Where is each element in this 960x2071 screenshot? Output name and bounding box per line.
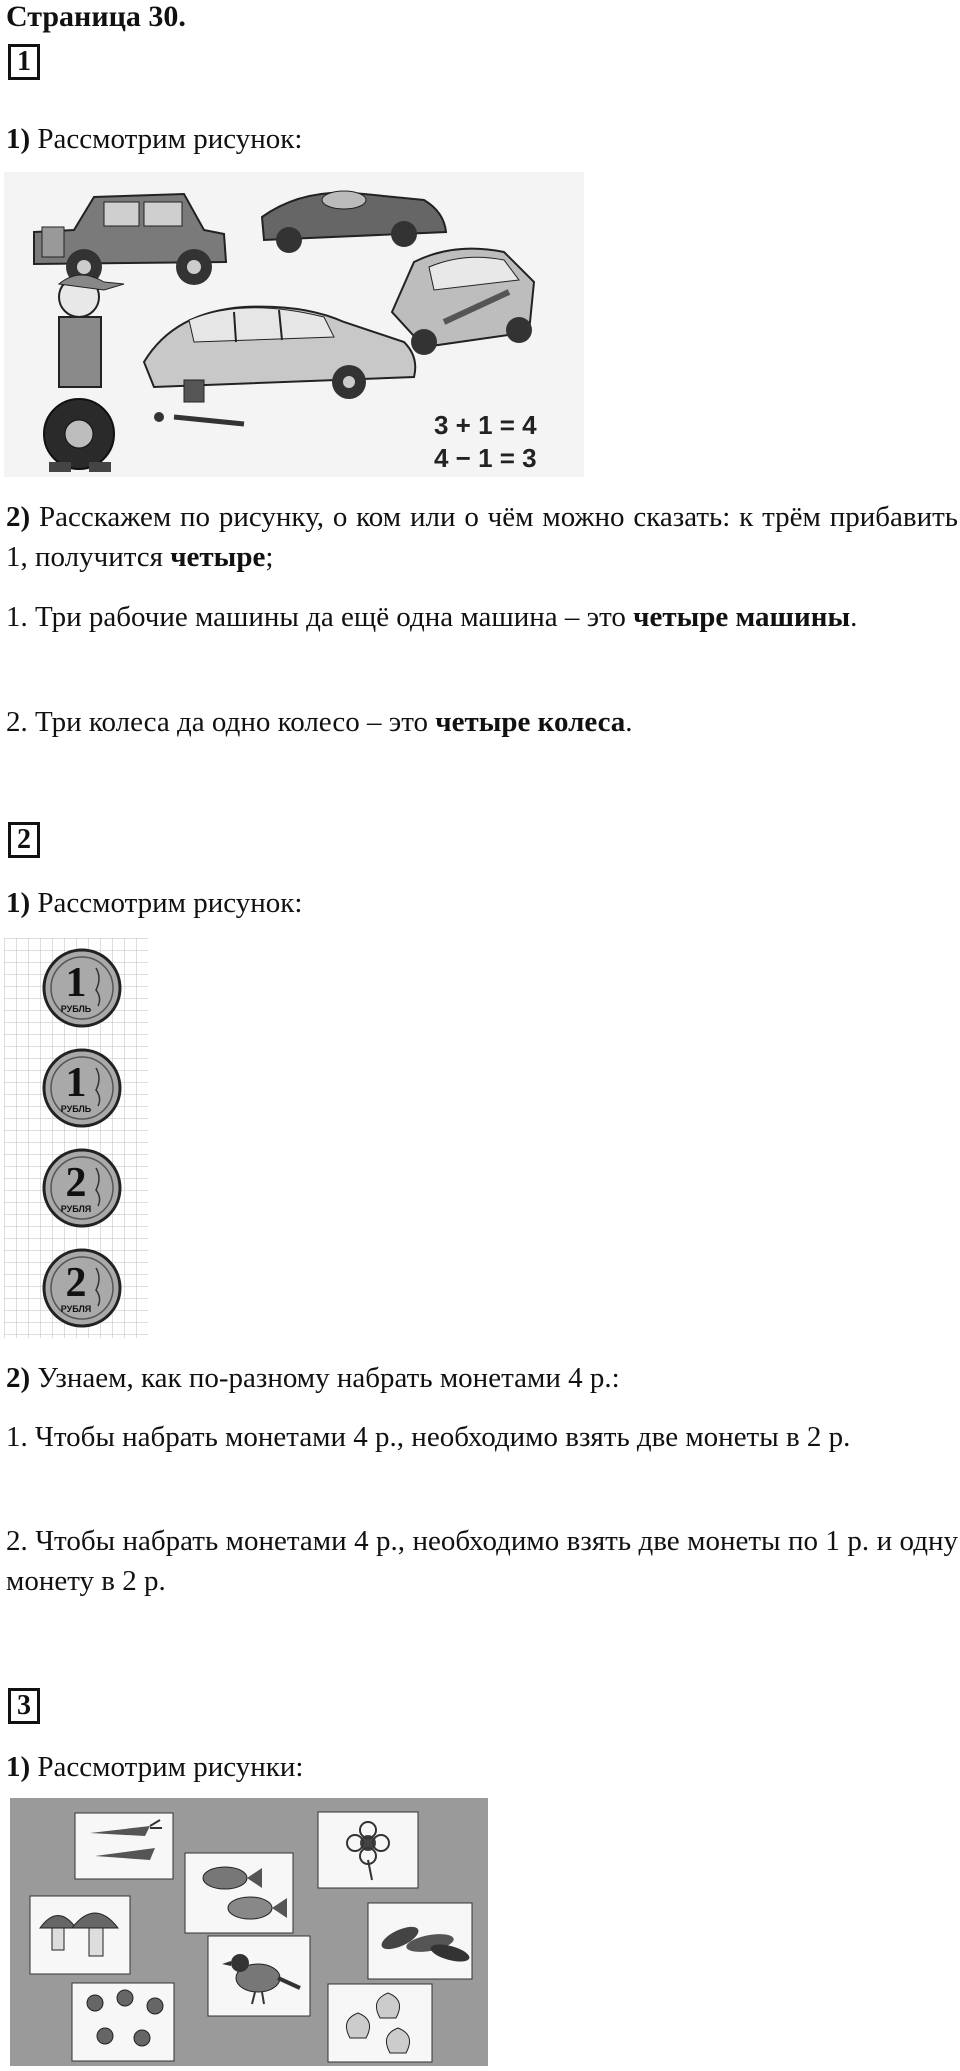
coin-label: РУБЛЬ [60,1004,92,1014]
coins-picture [4,938,148,1338]
task-2-item-2: 2. Чтобы набрать монетами 4 р., необходимо взять две монеты по 1 р. и одну монету в 2 р. [6,1525,958,1597]
step-number: 1) [6,1751,31,1783]
page-title: Страница 30. [6,0,186,33]
item-end: . [625,706,633,738]
task-1-item-2 [6,702,958,742]
step-number: 2) [6,501,31,533]
step-text: Рассмотрим рисунок: [37,123,303,155]
coin-value: 1 [65,1060,87,1106]
item-bold: четыре колеса [435,706,626,738]
apples-card [72,1983,174,2061]
item-text: 2. Три колеса да одно колесо – это [6,706,436,738]
mushrooms-card [30,1896,130,1974]
item-text: 1. Три рабочие машины да ещё одна машина – это [6,601,634,633]
step-number: 1) [6,123,31,155]
fish-card [185,1853,293,1933]
step-end: ; [265,541,274,573]
step-text: Рассмотрим рисунки: [37,1751,304,1783]
coin-label: РУБЛЬ [60,1104,92,1114]
task-1-step-1 [6,120,302,158]
task-2-step-2 [6,1359,620,1397]
coin-label: РУБЛЯ [60,1204,92,1214]
item-bold: четыре машины [633,601,851,633]
step-bold: четыре [170,541,266,573]
bird-card [208,1936,310,2016]
task-2-item-1: 1. Чтобы набрать монетами 4 р., необходимо взять две монеты в 2 р. [6,1421,851,1453]
coin-label: РУБЛЯ [60,1304,92,1314]
task-1-item-1 [6,597,958,637]
modern-car-icon [392,249,534,355]
step-text: Расскажем по рисунку, о ком или о чём можно сказать: к трём прибавить 1, получится [6,501,958,573]
coin-value: 2 [65,1160,87,1206]
coin-value: 1 [65,960,87,1006]
task-2-step-1 [6,884,302,922]
task-1-number: 1 [8,44,40,80]
cards-picture [10,1798,488,2066]
cucumbers-card [368,1903,472,1979]
coin-2-ruble-icon [44,1250,120,1326]
step-text: Рассмотрим рисунок: [37,887,303,919]
task-1-step-2 [6,497,958,577]
coin-1-ruble-icon [44,1050,120,1126]
task-2-number: 2 [8,822,40,858]
step-number: 1) [6,887,31,919]
coin-2-ruble-icon [44,1150,120,1226]
equation-1: 3 + 1 = 4 [434,410,537,440]
item-end: . [850,601,858,633]
carrots-card [75,1813,173,1879]
garlic-card [328,1984,432,2062]
task-3-number: 3 [8,1688,40,1724]
coin-value: 2 [65,1260,87,1306]
equation-2: 4 − 1 = 3 [434,443,537,473]
flower-card [318,1812,418,1888]
coin-1-ruble-icon [44,950,120,1026]
cars-picture [4,172,584,477]
task-3-step-1 [6,1748,303,1786]
step-number: 2) [6,1362,31,1394]
step-text: Узнаем, как по-разному набрать монетами 4 р.: [37,1362,620,1394]
